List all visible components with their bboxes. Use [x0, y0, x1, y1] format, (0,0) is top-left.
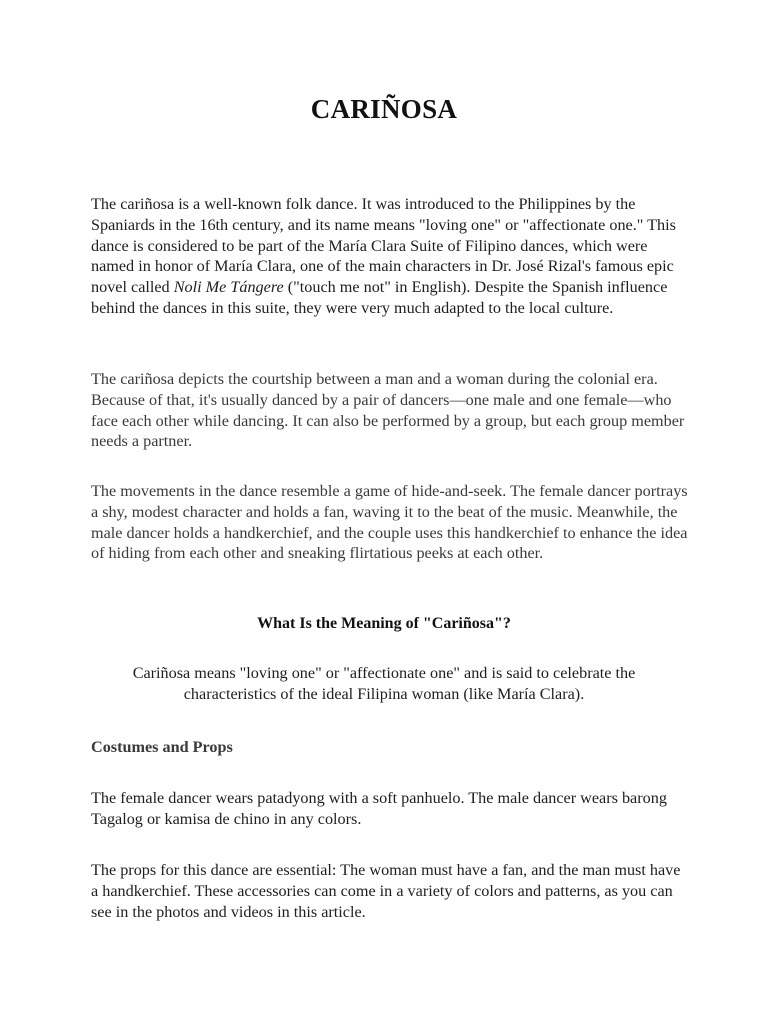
costumes-paragraph: The female dancer wears patadyong with a soft panhuelo. The male dancer wears barong Tagalog or kamisa de chino in any colors.: [91, 789, 667, 828]
costumes-heading: Costumes and Props: [91, 738, 233, 756]
movements-paragraph: The movements in the dance resemble a game of hide-and-seek. The female dancer portrays a shy, modest character and holds a fan, waving it to the beat of the music. Meanwhile, the male dancer holds a handkerchief, and the couple uses this handkerchief to enhance the idea of hiding from each other and sneaking flirtatious peeks at each other.: [91, 482, 688, 563]
novel-title: Noli Me Tángere: [173, 278, 284, 297]
intro-text-end: ("touch me not" in English). Despite the Spanish influence behind the dances in this suite, they were very much adapted to the local culture.: [91, 278, 668, 317]
courtship-paragraph: The cariñosa depicts the courtship between a man and a woman during the colonial era. Because of that, it's usually danced by a pair of dancers—one male and one female—who face each other while dancing. It can also be performed by a group, but each group member needs a partner.: [91, 370, 685, 451]
meaning-heading: What Is the Meaning of "Cariñosa"?: [257, 615, 511, 632]
intro-paragraph: [91, 194, 691, 319]
document-title: CARIÑOSA: [310, 94, 458, 124]
props-paragraph: The props for this dance are essential: The woman must have a fan, and the man must have a handkerchief. These accessories can come in a variety of colors and patterns, as you can see in the photos and videos in this article.: [91, 861, 681, 921]
intro-text-start: The cariñosa is a well-known folk dance. It was introduced to the Philippines by the Spaniards in the 16th century, and its name means "loving one" or "affectionate one." This dance is considered to be part of the María Clara Suite of Filipino dances, which were named in honor of María Clara, one of the main characters in Dr. José Rizal's famous epic novel called: [91, 195, 676, 297]
meaning-paragraph: Cariñosa means "loving one" or "affectionate one" and is said to celebrate the characteristics of the ideal Filipina woman (like María Clara).: [132, 664, 636, 703]
